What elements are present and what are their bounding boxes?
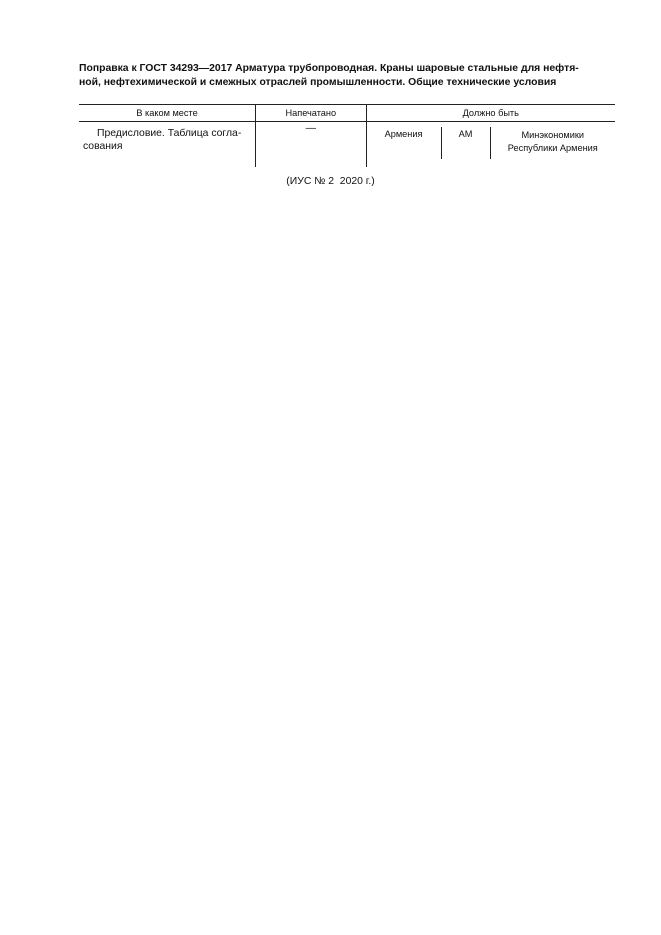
country-code: AM [442, 127, 491, 159]
cell-where [79, 122, 256, 168]
authority-line-2: Республики Армения [507, 143, 598, 153]
header-where: В каком месте [79, 105, 256, 122]
cell-should-be [366, 122, 615, 168]
authority-line-1: Минэкономики [521, 130, 585, 140]
country-name: Армения [367, 127, 442, 159]
table-row [79, 122, 615, 168]
header-should-be: Должно быть [366, 105, 615, 122]
cell-printed: — [256, 122, 366, 168]
title-line-1: Поправка к ГОСТ 34293—2017 Арматура трубопроводная. Краны шаровые стальные для нефтя- [79, 63, 579, 74]
place-line-1: Предисловие. Таблица согла- [97, 128, 242, 139]
place-line-2: сования [83, 141, 123, 152]
header-printed: Напечатано [256, 105, 366, 122]
title-line-2: ной, нефтехимической и смежных отраслей промышленности. Общие технические условия [79, 77, 557, 88]
correction-table [79, 104, 615, 167]
should-be-subtable [367, 127, 615, 159]
ius-reference: (ИУС № 2 2020 г.) [286, 176, 375, 187]
authority-name [491, 127, 615, 159]
correction-title [79, 62, 615, 90]
table-header-row [79, 105, 615, 122]
